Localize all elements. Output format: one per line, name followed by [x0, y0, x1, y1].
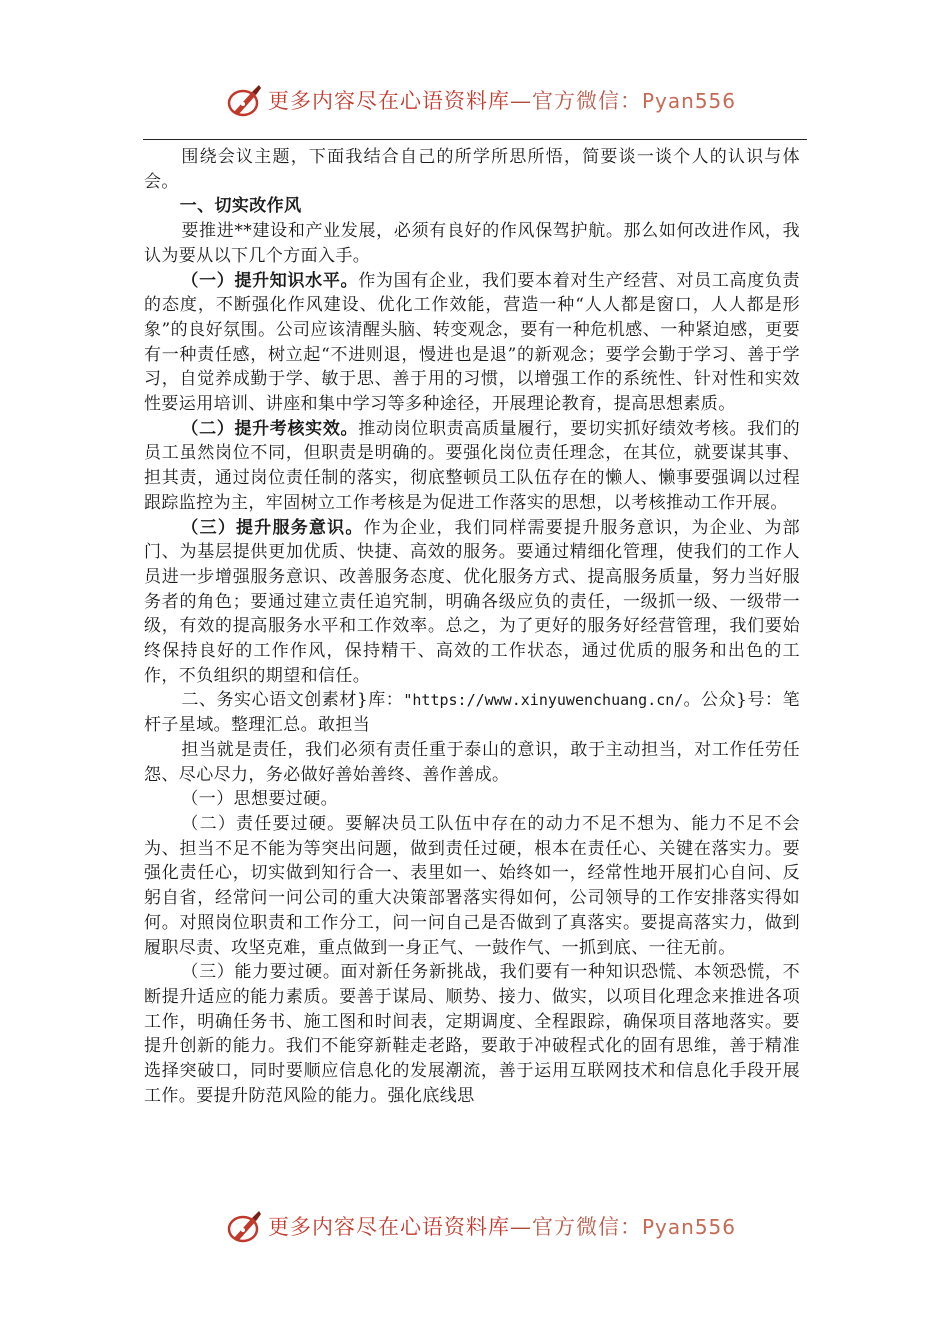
- subsection-2-3: （三）能力要过硬。面对新任务新挑战，我们要有一种知识恐慌、本领恐慌，不断提升适应的能力素质。要善于谋局、顺势、接力、做实，以项目化理念来推进各项工作，明确任务书、施工图和时间表，定期调度、全程跟踪，确保项目落地落实。要提升创新的能力。我们不能穿新鞋走老路，要敢于冲破程式化的固有思维，善于精准选择突破口，同时要顺应信息化的发展潮流，善于运用互联网技术和信息化手段开展工作。要提升防范风险的能力。强化底线思: [144, 962, 800, 1106]
- section-heading-1: 一、切实改作风: [179, 196, 302, 217]
- subsection-1-2: [144, 417, 800, 516]
- watermark-id: Pyan556: [642, 1215, 737, 1239]
- watermark-wechat: 官方微信：: [532, 89, 642, 113]
- subsection-1-3: [144, 516, 800, 689]
- subsection-1-3-body: 作为企业，我们同样需要提升服务意识，为企业、为部门、为基层提供更加优质、快捷、高效的服务。要通过精细化管理，使我们的工作人员进一步增强服务意识、改善服务态度、优化服务方式、提高服务质量，努力当好服务者的角色；要通过建立责任追究制，明确各级应负的责任，一级抓一级、一级带一级，有效的提高服务水平和工作效率。总之，为了更好的服务好经营管理，我们要始终保持良好的工作作风，保持精干、高效的工作状态，通过优质的服务和出色的工作，不负组织的期望和信任。: [144, 517, 800, 686]
- subsection-2-2: （二）责任要过硬。要解决员工队伍中存在的动力不足不想为、能力不足不会为、担当不足不能为等突出问题，做到责任过硬，根本在责任心、关键在落实力。要强化责任心，切实做到知行合一、表里如一、始终如一，经常性地开展扪心自问、反躬自省，经常问一问公司的重大决策部署落实得如何，公司领导的工作安排落实得如何。对照岗位职责和工作分工，问一问自己是否做到了真落实。要提高落实力，做到履职尽责、攻坚克难，重点做到一身正气、一鼓作气、一抓到底、一往无前。: [144, 813, 800, 958]
- pen-nib-logo-icon: [226, 1208, 264, 1246]
- watermark-text: [268, 86, 736, 116]
- subsection-1-1-title: （一）提升知识水平。: [181, 270, 359, 291]
- subsection-1-1-body: 作为国有企业，我们要本着对生产经营、对员工高度负责的态度，不断强化作风建设、优化工作效能，营造一种“人人都是窗口，人人都是形象”的良好氛围。公司应该清醒头脑、转变观念，要有一种危机感、一种紧迫感，更要有一种责任感，树立起“不进则退，慢进也是退”的新观念；要学会勤于学习、善于学习，自觉养成勤于学、敏于思、善于用的习惯，以增强工作的系统性、针对性和实效性要运用培训、讲座和集中学习等多种途径，开展理论教育，提高思想素质。: [144, 270, 801, 415]
- pen-nib-logo-icon: [226, 82, 264, 120]
- watermark-main: 更多内容尽在心语资料库: [268, 89, 510, 113]
- watermark-main: 更多内容尽在心语资料库: [268, 1215, 510, 1239]
- section-1-intro: 要推进**建设和产业发展，必须有良好的作风保驾护航。那么如何改进作风，我认为要从以下几个方面入手。: [144, 221, 800, 266]
- document-body: [144, 145, 800, 1108]
- section-heading-2: [144, 688, 800, 737]
- footer-watermark: [0, 1208, 950, 1248]
- watermark-wechat: 官方微信：: [532, 1215, 642, 1239]
- header-watermark: [0, 82, 950, 122]
- subsection-2-1: （一）思想要过硬。: [181, 789, 338, 810]
- section-heading-2-url: "https://www.xinyuwenchuang.cn/: [403, 691, 684, 710]
- subsection-1-1: [144, 269, 800, 417]
- intro-paragraph: 围绕会议主题，下面我结合自己的所学所思所悟，简要谈一谈个人的认识与体会。: [144, 147, 800, 192]
- subsection-1-3-title: （三）提升服务意识。: [181, 517, 364, 538]
- watermark-separator: —: [510, 89, 532, 113]
- header-rule: [143, 139, 807, 140]
- section-2-intro: 担当就是责任，我们必须有责任重于泰山的意识，敢于主动担当，对工作任劳任怨、尽心尽力，务必做好善始善终、善作善成。: [144, 739, 800, 785]
- subsection-1-2-title: （二）提升考核实效。: [181, 418, 359, 439]
- subsection-1-2-body: 推动岗位职责高质量履行，要切实抓好绩效考核。我们的员工虽然岗位不同，但职责是明确的。要强化岗位责任理念，在其位，就要谋其事、担其责，通过岗位责任制的落实，彻底整顿员工队伍存在的懒人、懒事要强调以过程跟踪监控为主，牢固树立工作考核是为促进工作落实的思想，以考核推动工作开展。: [144, 418, 801, 513]
- watermark-text: [268, 1212, 736, 1242]
- section-heading-2-a: 二、务实心语文创素材}库：: [181, 690, 404, 711]
- watermark-separator: —: [510, 1215, 532, 1239]
- watermark-id: Pyan556: [642, 89, 737, 113]
- section-heading-2-b: 。公众}号：笔杆子星域。整理汇总。敢担当: [144, 690, 800, 736]
